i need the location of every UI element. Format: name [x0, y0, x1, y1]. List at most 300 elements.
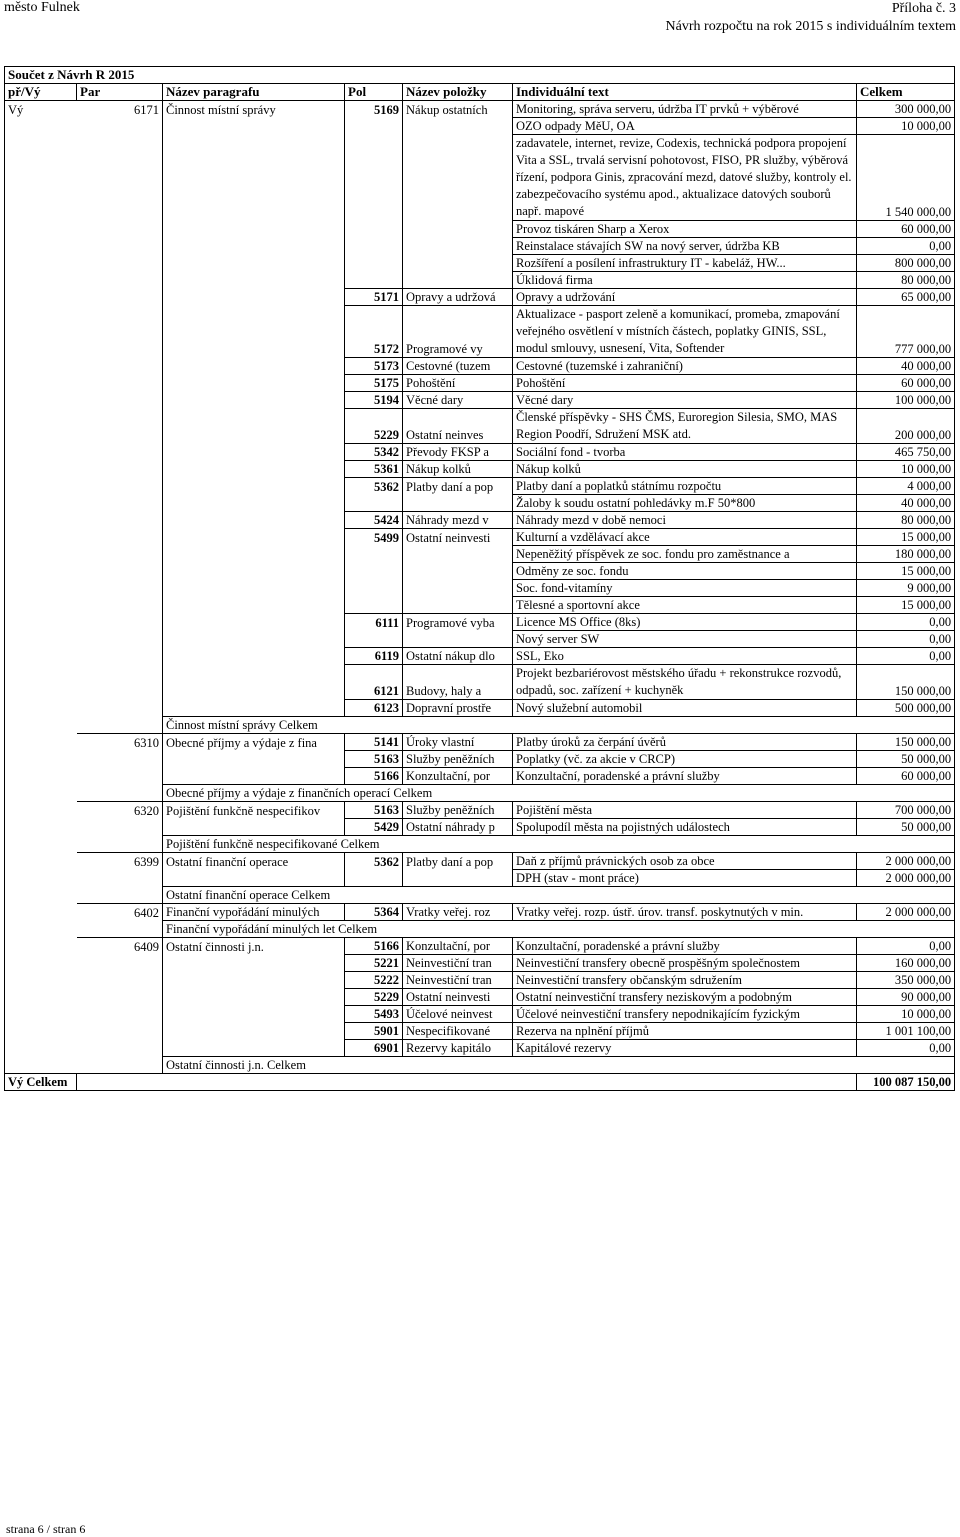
empty-cell	[77, 836, 163, 853]
individual-text: Monitoring, správa serveru, údržba IT prvků + výběrové	[513, 101, 857, 118]
item-code: 5175	[345, 375, 403, 392]
amount-value: 40 000,00	[857, 358, 955, 375]
item-name: Služby peněžních	[403, 802, 513, 819]
table-title-row	[5, 67, 955, 84]
empty-cell	[77, 717, 163, 734]
paragraph-code	[77, 478, 163, 495]
table-row	[5, 734, 955, 751]
subtotal-row	[5, 921, 955, 938]
amount-value: 2 000 000,00	[857, 904, 955, 921]
paragraph-name	[163, 1040, 345, 1057]
paragraph-code	[77, 819, 163, 836]
paragraph-name	[163, 409, 345, 444]
row-type	[5, 1023, 77, 1040]
amount-value: 60 000,00	[857, 375, 955, 392]
paragraph-name	[163, 255, 345, 272]
paragraph-name	[163, 989, 345, 1006]
table-row	[5, 392, 955, 409]
item-code	[345, 631, 403, 648]
amount-value: 0,00	[857, 648, 955, 665]
col-header-item-name: Název položky	[403, 84, 513, 101]
empty-cell	[857, 887, 955, 904]
subtotal-label: Finanční vypořádání minulých let Celkem	[163, 921, 857, 938]
item-name: Neinvestiční tran	[403, 972, 513, 989]
item-code: 5362	[345, 853, 403, 870]
row-type	[5, 734, 77, 751]
table-row	[5, 358, 955, 375]
row-type	[5, 444, 77, 461]
amount-value: 700 000,00	[857, 802, 955, 819]
item-code	[345, 238, 403, 255]
paragraph-code	[77, 409, 163, 444]
table-row	[5, 819, 955, 836]
paragraph-name	[163, 631, 345, 648]
paragraph-code	[77, 221, 163, 238]
paragraph-code	[77, 272, 163, 289]
empty-cell	[77, 1057, 163, 1074]
amount-value: 10 000,00	[857, 1006, 955, 1023]
item-code	[345, 597, 403, 614]
amount-value: 60 000,00	[857, 221, 955, 238]
amount-value: 1 540 000,00	[857, 135, 955, 221]
paragraph-code	[77, 135, 163, 221]
item-code: 5221	[345, 955, 403, 972]
empty-cell	[5, 836, 77, 853]
individual-text: Nový server SW	[513, 631, 857, 648]
row-type	[5, 972, 77, 989]
paragraph-name	[163, 1023, 345, 1040]
item-code: 5163	[345, 802, 403, 819]
paragraph-code	[77, 1040, 163, 1057]
individual-text: Licence MS Office (8ks)	[513, 614, 857, 631]
individual-text: OZO odpady MěU, OA	[513, 118, 857, 135]
empty-cell	[5, 785, 77, 802]
row-type	[5, 221, 77, 238]
item-name: Pohoštění	[403, 375, 513, 392]
paragraph-code: 6310	[77, 734, 163, 751]
individual-text: SSL, Eko	[513, 648, 857, 665]
individual-text: Rezerva na nplnění příjmů	[513, 1023, 857, 1040]
budget-table	[4, 66, 955, 1091]
individual-text: zadavatele, internet, revize, Codexis, technická podpora propojení Vita a SSL, trvalá servisní pohotovost, FISO, PR služby, výběrová řízení, podpora Ginis, zpracování mezd, datové služby, kontroly el. zabezpečovacího systému apod., aktualizace datových souborů např. mapové	[513, 135, 857, 221]
individual-text: Platby úroků za čerpání úvěrů	[513, 734, 857, 751]
paragraph-name	[163, 135, 345, 221]
col-header-par: Par	[77, 84, 163, 101]
individual-text: Konzultační, poradenské a právní služby	[513, 768, 857, 785]
individual-text: Konzultační, poradenské a právní služby	[513, 938, 857, 955]
item-code: 5222	[345, 972, 403, 989]
paragraph-code	[77, 392, 163, 409]
item-code: 5172	[345, 306, 403, 358]
individual-text: Aktualizace - pasport zeleně a komunikací, promeba, zmapování veřejného osvětlení v místních částech, poplatky GINIS, SSL, modul smlouvy, usnesení, Vita, Softender	[513, 306, 857, 358]
subtotal-label: Pojištění funkčně nespecifikované Celkem	[163, 836, 857, 853]
paragraph-code	[77, 512, 163, 529]
paragraph-code: 6171	[77, 101, 163, 118]
item-name: Konzultační, por	[403, 768, 513, 785]
paragraph-code	[77, 597, 163, 614]
amount-value: 465 750,00	[857, 444, 955, 461]
paragraph-code	[77, 631, 163, 648]
table-row	[5, 221, 955, 238]
table-row	[5, 751, 955, 768]
subtotal-row	[5, 836, 955, 853]
item-name: Ostatní nákup dlo	[403, 648, 513, 665]
amount-value: 100 000,00	[857, 392, 955, 409]
paragraph-name	[163, 392, 345, 409]
item-name	[403, 631, 513, 648]
individual-text: Rozšíření a posílení infrastruktury IT - kabeláž, HW...	[513, 255, 857, 272]
amount-value: 10 000,00	[857, 118, 955, 135]
item-name: Ostatní neinvesti	[403, 989, 513, 1006]
item-code	[345, 580, 403, 597]
paragraph-name	[163, 580, 345, 597]
table-row	[5, 444, 955, 461]
paragraph-name	[163, 375, 345, 392]
row-type	[5, 255, 77, 272]
item-code: 5362	[345, 478, 403, 495]
row-type	[5, 700, 77, 717]
header-city: město Fulnek	[4, 0, 80, 15]
amount-value: 15 000,00	[857, 597, 955, 614]
col-header-type: př/Vý	[5, 84, 77, 101]
item-code: 5141	[345, 734, 403, 751]
table-row	[5, 289, 955, 306]
item-code	[345, 546, 403, 563]
row-type	[5, 802, 77, 819]
item-name: Programové vyba	[403, 614, 513, 631]
paragraph-name	[163, 751, 345, 768]
amount-value: 15 000,00	[857, 563, 955, 580]
item-name	[403, 580, 513, 597]
empty-cell	[857, 1057, 955, 1074]
paragraph-code	[77, 751, 163, 768]
item-code: 5229	[345, 409, 403, 444]
empty-cell	[5, 1057, 77, 1074]
item-name: Nákup kolků	[403, 461, 513, 478]
table-row	[5, 700, 955, 717]
amount-value: 65 000,00	[857, 289, 955, 306]
empty-cell	[857, 717, 955, 734]
paragraph-name	[163, 648, 345, 665]
individual-text: DPH (stav - mont práce)	[513, 870, 857, 887]
paragraph-name	[163, 700, 345, 717]
paragraph-code	[77, 118, 163, 135]
item-code: 5364	[345, 904, 403, 921]
item-code: 5361	[345, 461, 403, 478]
amount-value: 15 000,00	[857, 529, 955, 546]
item-code	[345, 221, 403, 238]
table-row	[5, 118, 955, 135]
paragraph-name	[163, 665, 345, 700]
item-name	[403, 135, 513, 221]
row-type	[5, 1006, 77, 1023]
table-row	[5, 563, 955, 580]
table-row	[5, 512, 955, 529]
amount-value: 200 000,00	[857, 409, 955, 444]
item-name	[403, 546, 513, 563]
paragraph-name	[163, 563, 345, 580]
item-name	[403, 597, 513, 614]
item-code: 5171	[345, 289, 403, 306]
table-row	[5, 614, 955, 631]
individual-text: Pohoštění	[513, 375, 857, 392]
paragraph-name	[163, 495, 345, 512]
amount-value: 150 000,00	[857, 665, 955, 700]
paragraph-name	[163, 529, 345, 546]
item-name: Účelové neinvest	[403, 1006, 513, 1023]
paragraph-name	[163, 955, 345, 972]
header-attachment	[666, 0, 956, 36]
paragraph-code	[77, 989, 163, 1006]
row-type	[5, 751, 77, 768]
header-attachment-number: Příloha č. 3	[891, 1, 956, 16]
paragraph-name	[163, 478, 345, 495]
item-code	[345, 135, 403, 221]
item-code	[345, 118, 403, 135]
amount-value: 0,00	[857, 1040, 955, 1057]
row-type	[5, 272, 77, 289]
paragraph-code	[77, 563, 163, 580]
individual-text: Spolupodíl města na pojistných událostech	[513, 819, 857, 836]
paragraph-name	[163, 819, 345, 836]
table-row	[5, 1023, 955, 1040]
item-code: 5493	[345, 1006, 403, 1023]
item-name: Služby peněžních	[403, 751, 513, 768]
table-row	[5, 461, 955, 478]
paragraph-name	[163, 461, 345, 478]
table-row	[5, 375, 955, 392]
item-name	[403, 238, 513, 255]
table-row	[5, 101, 955, 118]
individual-text: Tělesné a sportovní akce	[513, 597, 857, 614]
amount-value: 50 000,00	[857, 751, 955, 768]
individual-text: Neinvestiční transfery obecně prospěšným společnostem	[513, 955, 857, 972]
row-type	[5, 938, 77, 955]
individual-text: Nepeněžitý příspěvek ze soc. fondu pro zaměstnance a	[513, 546, 857, 563]
individual-text: Neinvestiční transfery občanským sdružením	[513, 972, 857, 989]
item-code	[345, 272, 403, 289]
paragraph-name	[163, 358, 345, 375]
row-type	[5, 306, 77, 358]
paragraph-code	[77, 665, 163, 700]
individual-text: Poplatky (vč. za akcie v CRCP)	[513, 751, 857, 768]
individual-text: Sociální fond - tvorba	[513, 444, 857, 461]
amount-value: 80 000,00	[857, 512, 955, 529]
amount-value: 2 000 000,00	[857, 853, 955, 870]
subtotal-label: Ostatní činnosti j.n. Celkem	[163, 1057, 857, 1074]
individual-text: Nový služební automobil	[513, 700, 857, 717]
individual-text: Kapitálové rezervy	[513, 1040, 857, 1057]
item-code: 5169	[345, 101, 403, 118]
individual-text: Členské příspěvky - SHS ČMS, Euroregion Silesia, SMO, MAS Region Poodří, Sdružení MSK atd.	[513, 409, 857, 444]
item-name: Nespecifikované	[403, 1023, 513, 1040]
subtotal-row	[5, 1057, 955, 1074]
empty-cell	[5, 887, 77, 904]
item-name	[403, 255, 513, 272]
row-type	[5, 409, 77, 444]
item-name	[403, 563, 513, 580]
paragraph-code	[77, 358, 163, 375]
individual-text: Vratky veřej. rozp. ústř. úrov. transf. poskytnutých v min.	[513, 904, 857, 921]
amount-value: 0,00	[857, 631, 955, 648]
grand-total-value: 100 087 150,00	[857, 1074, 955, 1091]
item-code: 6901	[345, 1040, 403, 1057]
table-title: Součet z Návrh R 2015	[5, 67, 955, 84]
row-type	[5, 392, 77, 409]
col-header-pol: Pol	[345, 84, 403, 101]
item-code	[345, 495, 403, 512]
paragraph-name	[163, 512, 345, 529]
empty-cell	[77, 887, 163, 904]
subtotal-label: Ostatní finanční operace Celkem	[163, 887, 857, 904]
subtotal-row	[5, 887, 955, 904]
item-code	[345, 563, 403, 580]
row-type	[5, 648, 77, 665]
paragraph-name	[163, 289, 345, 306]
table-row	[5, 306, 955, 358]
item-name: Ostatní neinvesti	[403, 529, 513, 546]
paragraph-code	[77, 255, 163, 272]
individual-text: Odměny ze soc. fondu	[513, 563, 857, 580]
item-name: Platby daní a pop	[403, 853, 513, 870]
row-type	[5, 904, 77, 921]
individual-text: Cestovné (tuzemské i zahraniční)	[513, 358, 857, 375]
paragraph-code	[77, 1023, 163, 1040]
individual-text: Soc. fond-vitamíny	[513, 580, 857, 597]
amount-value: 40 000,00	[857, 495, 955, 512]
grand-total-label: Vý Celkem	[5, 1074, 77, 1091]
item-code: 5166	[345, 768, 403, 785]
amount-value: 500 000,00	[857, 700, 955, 717]
empty-cell	[5, 717, 77, 734]
page-footer: strana 6 / stran 6	[6, 1522, 86, 1536]
empty-cell	[857, 921, 955, 938]
paragraph-code	[77, 1006, 163, 1023]
col-header-individual-text: Individuální text	[513, 84, 857, 101]
individual-text: Ostatní neinvestiční transfery neziskovým a podobným	[513, 989, 857, 1006]
item-code	[345, 870, 403, 887]
subtotal-label: Činnost místní správy Celkem	[163, 717, 857, 734]
individual-text: Projekt bezbariérovost městského úřadu + rekonstrukce rozvodů, odpadů, soc. zařízení + kuchyněk	[513, 665, 857, 700]
table-row	[5, 1006, 955, 1023]
item-name: Náhrady mezd v	[403, 512, 513, 529]
table-row	[5, 272, 955, 289]
table-row	[5, 597, 955, 614]
table-row	[5, 631, 955, 648]
row-type	[5, 870, 77, 887]
paragraph-code: 6402	[77, 904, 163, 921]
table-row	[5, 904, 955, 921]
amount-value: 9 000,00	[857, 580, 955, 597]
paragraph-code	[77, 461, 163, 478]
item-name	[403, 870, 513, 887]
table-row	[5, 238, 955, 255]
individual-text: Opravy a udržování	[513, 289, 857, 306]
individual-text: Provoz tiskáren Sharp a Xerox	[513, 221, 857, 238]
table-row	[5, 870, 955, 887]
amount-value: 60 000,00	[857, 768, 955, 785]
paragraph-code	[77, 870, 163, 887]
table-row	[5, 972, 955, 989]
item-code	[345, 255, 403, 272]
row-type: Vý	[5, 101, 77, 118]
individual-text: Kulturní a vzdělávací akce	[513, 529, 857, 546]
item-name	[403, 221, 513, 238]
row-type	[5, 135, 77, 221]
individual-text: Platby daní a poplatků státnímu rozpočtu	[513, 478, 857, 495]
amount-value: 800 000,00	[857, 255, 955, 272]
amount-value: 350 000,00	[857, 972, 955, 989]
table-row	[5, 1040, 955, 1057]
row-type	[5, 478, 77, 495]
amount-value: 150 000,00	[857, 734, 955, 751]
item-name: Rezervy kapitálo	[403, 1040, 513, 1057]
paragraph-code	[77, 700, 163, 717]
paragraph-code	[77, 529, 163, 546]
paragraph-name	[163, 546, 345, 563]
item-code: 5342	[345, 444, 403, 461]
paragraph-code	[77, 546, 163, 563]
empty-cell	[5, 921, 77, 938]
row-type	[5, 631, 77, 648]
item-name: Budovy, haly a	[403, 665, 513, 700]
row-type	[5, 512, 77, 529]
item-name: Ostatní náhrady p	[403, 819, 513, 836]
item-name: Cestovné (tuzem	[403, 358, 513, 375]
amount-value: 0,00	[857, 614, 955, 631]
table-row	[5, 955, 955, 972]
amount-value: 4 000,00	[857, 478, 955, 495]
amount-value: 300 000,00	[857, 101, 955, 118]
row-type	[5, 580, 77, 597]
table-row	[5, 495, 955, 512]
row-type	[5, 989, 77, 1006]
paragraph-name	[163, 870, 345, 887]
paragraph-code: 6409	[77, 938, 163, 955]
paragraph-code	[77, 289, 163, 306]
table-row	[5, 478, 955, 495]
item-name: Nákup ostatních	[403, 101, 513, 118]
item-code: 5166	[345, 938, 403, 955]
item-code: 6111	[345, 614, 403, 631]
table-row	[5, 529, 955, 546]
individual-text: Daň z příjmů právnických osob za obce	[513, 853, 857, 870]
item-name	[403, 495, 513, 512]
paragraph-name	[163, 614, 345, 631]
grand-total-row	[5, 1074, 955, 1091]
item-code: 5424	[345, 512, 403, 529]
item-name	[403, 118, 513, 135]
subtotal-label: Obecné příjmy a výdaje z finančních operací Celkem	[163, 785, 857, 802]
paragraph-code	[77, 955, 163, 972]
table-row	[5, 802, 955, 819]
paragraph-name: Pojištění funkčně nespecifikov	[163, 802, 345, 819]
item-code: 5194	[345, 392, 403, 409]
amount-value: 10 000,00	[857, 461, 955, 478]
paragraph-name: Finanční vypořádání minulých	[163, 904, 345, 921]
row-type	[5, 853, 77, 870]
amount-value: 50 000,00	[857, 819, 955, 836]
header-document-title: Návrh rozpočtu na rok 2015 s individuálním textem	[665, 19, 956, 34]
paragraph-name	[163, 972, 345, 989]
table-row	[5, 255, 955, 272]
table-header-row	[5, 84, 955, 101]
table-row	[5, 853, 955, 870]
table-row	[5, 135, 955, 221]
paragraph-name	[163, 272, 345, 289]
subtotal-row	[5, 785, 955, 802]
row-type	[5, 665, 77, 700]
